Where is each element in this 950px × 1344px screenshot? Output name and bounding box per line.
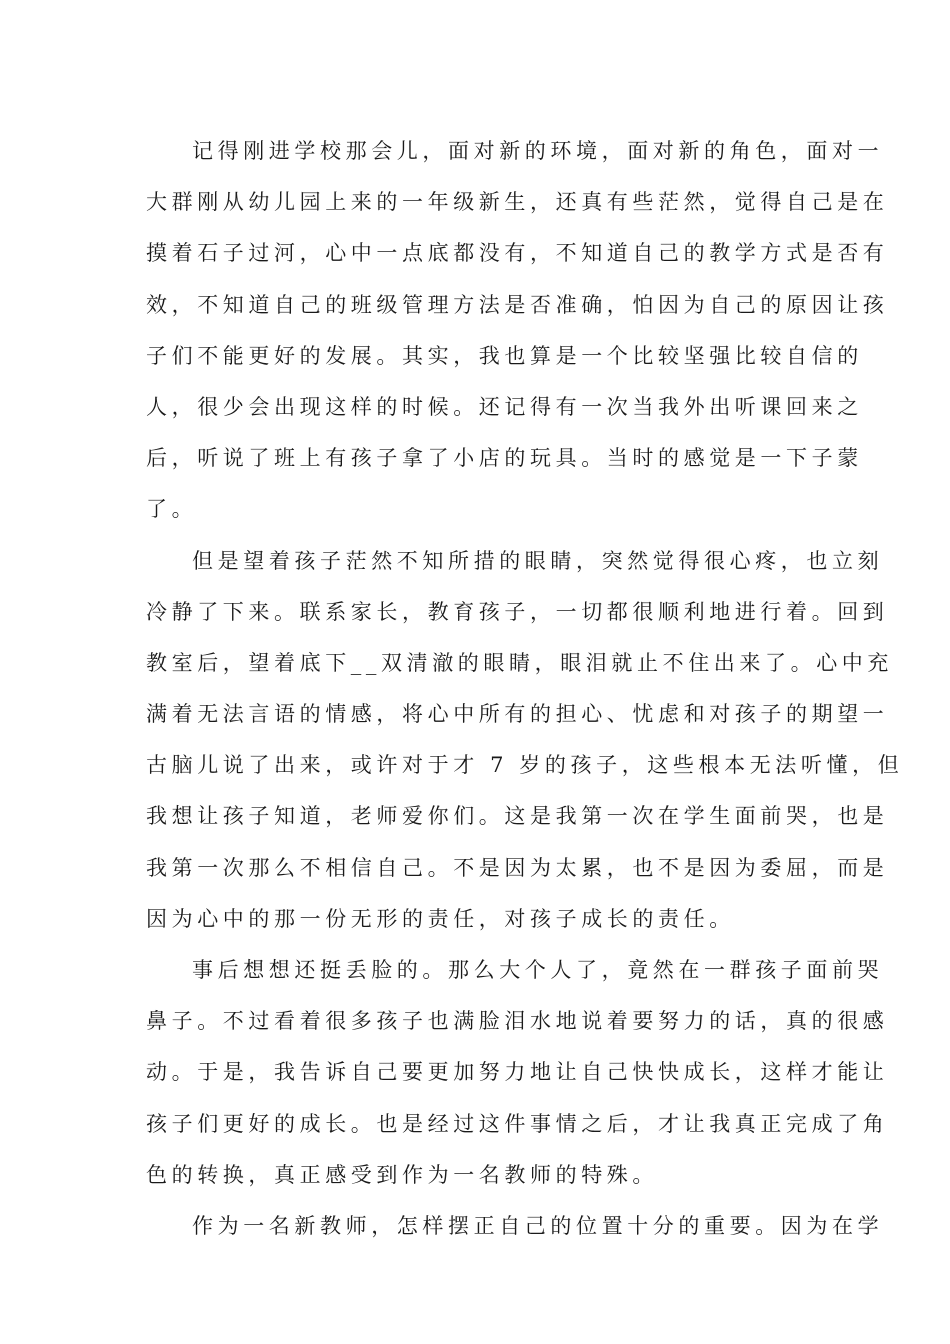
text-line: 教室后，望着底下__双清澈的眼睛，眼泪就止不住出来了。心中充 (146, 650, 893, 675)
text-line: 冷静了下来。联系家长，教育孩子，一切都很顺利地进行着。回到 (146, 599, 889, 624)
paragraph-3 (146, 945, 889, 1201)
paragraph-4 (146, 1201, 884, 1252)
text-line: 人，很少会出现这样的时候。还记得有一次当我外出听课回来之 (146, 394, 863, 419)
text-line: 记得刚进学校那会儿，面对新的环境，面对新的角色，面对一 (192, 139, 884, 163)
text-line: 动。于是，我告诉自己要更加努力地让自己快快成长，这样才能让 (146, 1060, 889, 1085)
text-line: 色的转换，真正感受到作为一名教师的特殊。 (146, 1162, 658, 1187)
text-line: 效，不知道自己的班级管理方法是否准确，怕因为自己的原因让孩 (146, 292, 889, 317)
paragraph-1 (146, 126, 889, 536)
text-line: 因为心中的那一份无形的责任，对孩子成长的责任。 (146, 906, 735, 931)
document-body (146, 126, 904, 1252)
paragraph-2 (146, 536, 904, 946)
text-line: 子们不能更好的发展。其实，我也算是一个比较坚强比较自信的 (146, 343, 863, 368)
text-line: 大群刚从幼儿园上来的一年级新生，还真有些茫然，觉得自己是在 (146, 190, 889, 215)
text-line: 孩子们更好的成长。也是经过这件事情之后，才让我真正完成了角 (146, 1111, 889, 1136)
text-line: 后，听说了班上有孩子拿了小店的玩具。当时的感觉是一下子蒙 (146, 446, 863, 471)
text-line: 事后想想还挺丢脸的。那么大个人了，竟然在一群孩子面前哭 (192, 958, 884, 982)
text-line: 满着无法言语的情感，将心中所有的担心、忧虑和对孩子的期望一 (146, 702, 889, 727)
text-line: 我第一次那么不相信自己。不是因为太累，也不是因为委屈，而是 (146, 855, 889, 880)
text-line: 我想让孩子知道，老师爱你们。这是我第一次在学生面前哭，也是 (146, 804, 889, 829)
text-line: 摸着石子过河，心中一点底都没有，不知道自己的教学方式是否有 (146, 241, 889, 266)
text-line: 作为一名新教师，怎样摆正自己的位置十分的重要。因为在学 (192, 1213, 884, 1238)
text-line: 但是望着孩子茫然不知所措的眼睛，突然觉得很心疼，也立刻 (192, 548, 884, 573)
text-line: 鼻子。不过看着很多孩子也满脸泪水地说着要努力的话，真的很感 (146, 1009, 889, 1034)
text-line: 了。 (146, 497, 198, 522)
text-line: 古脑儿说了出来，或许对于才 7 岁的孩子，这些根本无法听懂，但 (146, 753, 904, 778)
